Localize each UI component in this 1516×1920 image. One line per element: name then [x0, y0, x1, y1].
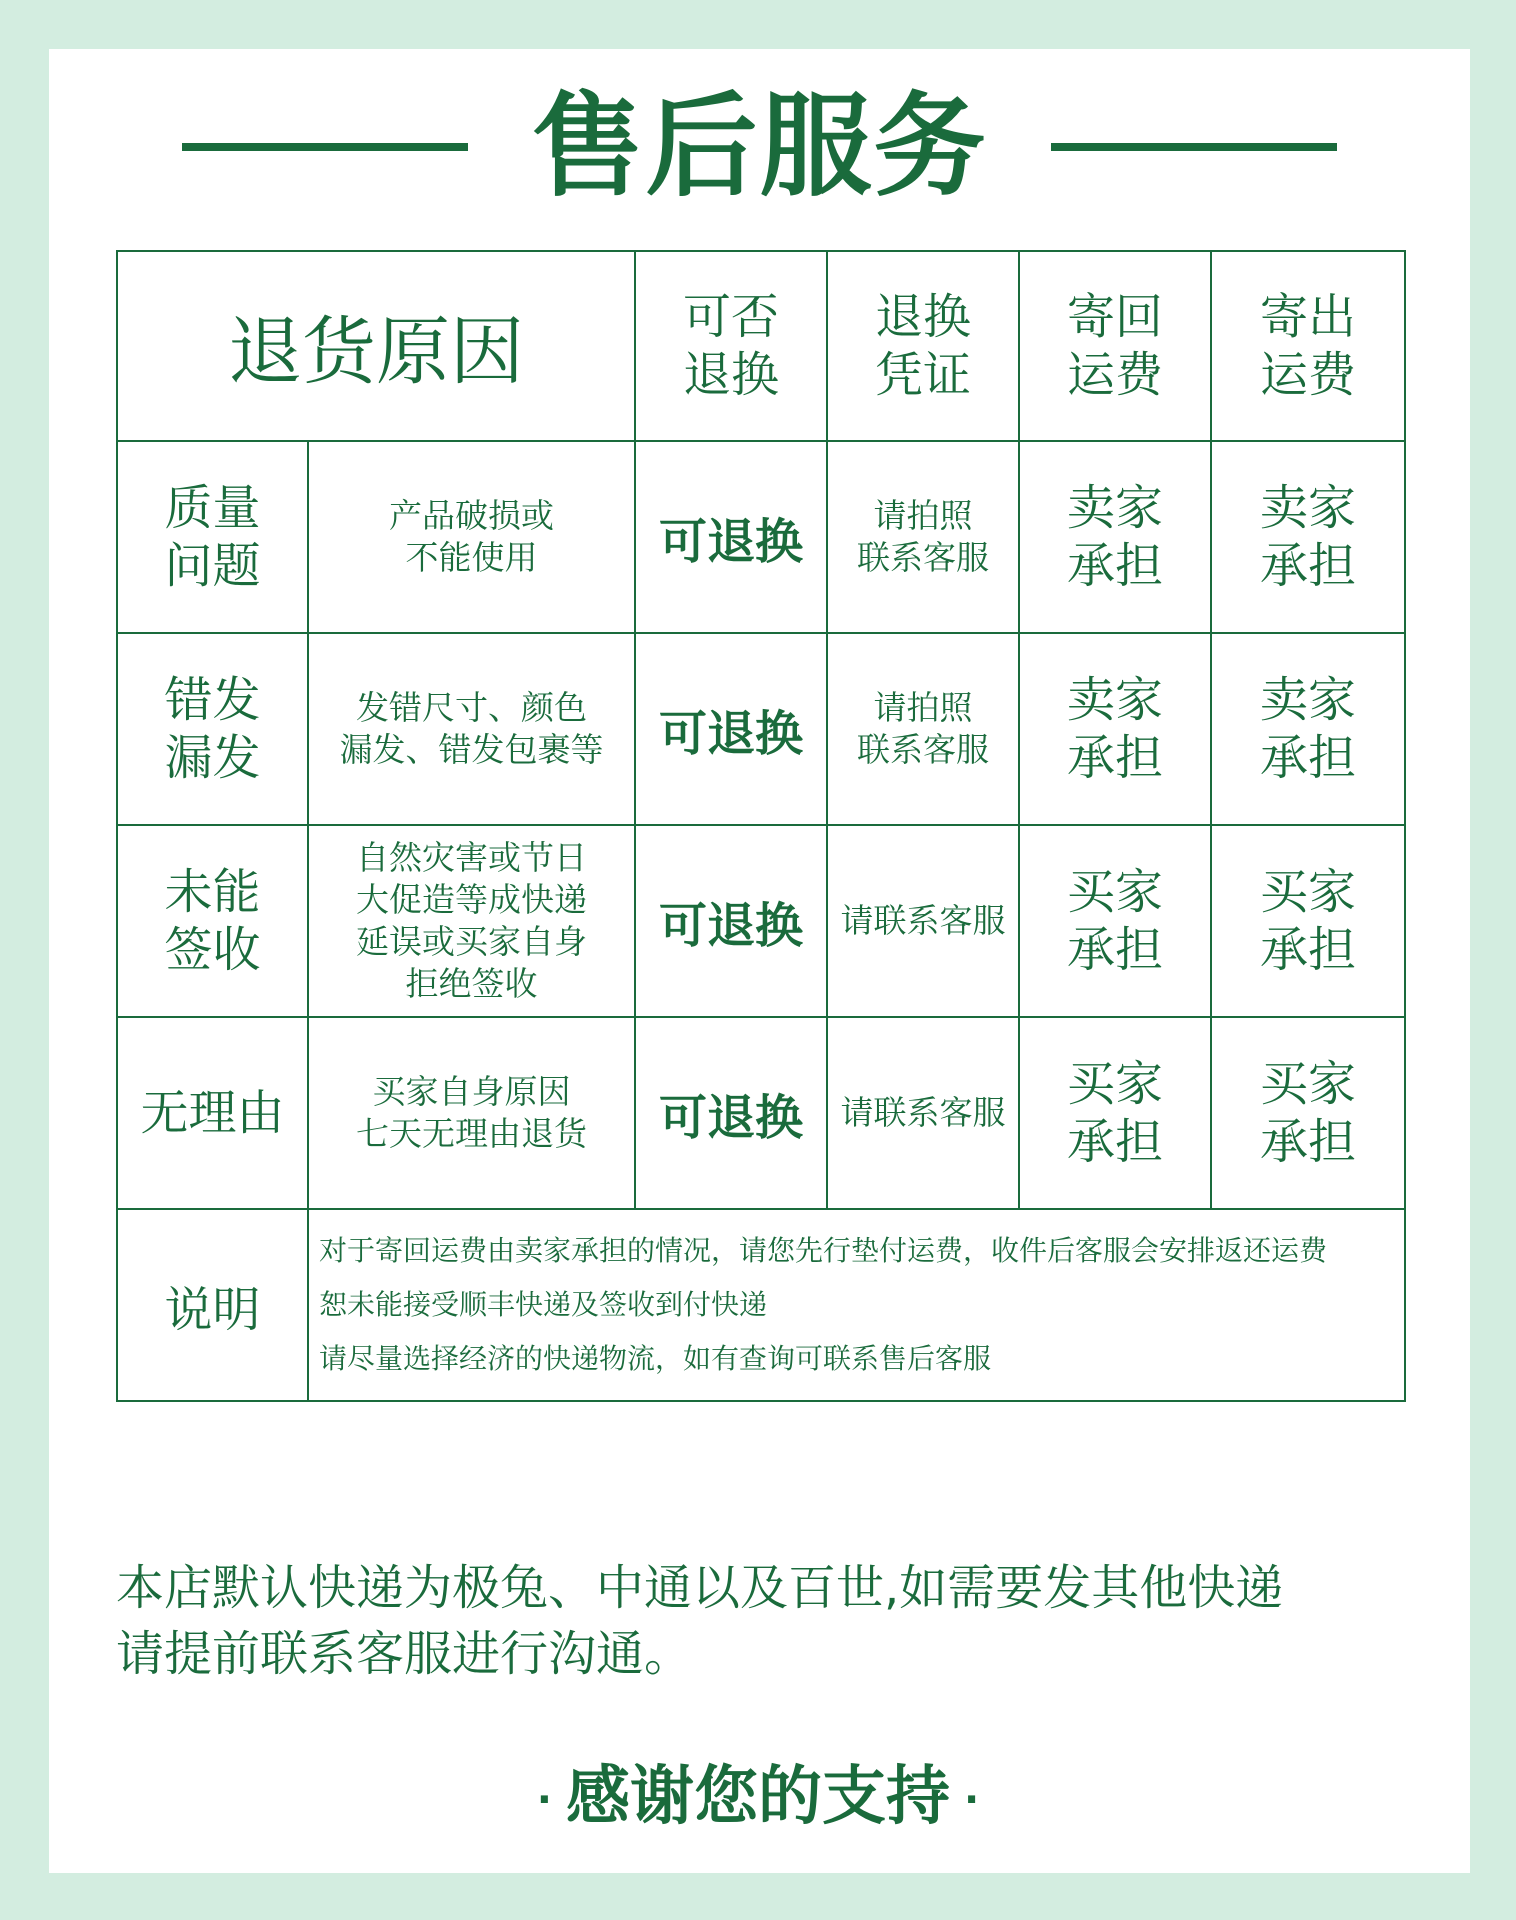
- header-line: 寄出: [1259, 289, 1356, 345]
- thanks-text: 感谢您的支持: [566, 1760, 950, 1834]
- header-line: 可否: [682, 289, 779, 345]
- fee-line: 买家: [1066, 1056, 1163, 1112]
- page-title: 售后服务: [531, 82, 988, 212]
- description-cell: [308, 825, 635, 1017]
- note-body: [308, 1209, 1405, 1401]
- shipping-note: [116, 1555, 1416, 1687]
- header-returnable: [635, 251, 827, 441]
- thanks-banner: [458, 1752, 1058, 1842]
- description-line: 七天无理由退货: [356, 1114, 587, 1153]
- note-line: 恕未能接受顺丰快递及签收到付快递: [319, 1288, 768, 1321]
- proof-cell: [827, 633, 1019, 825]
- reason-cell: [117, 825, 308, 1017]
- note-line: 对于寄回运费由卖家承担的情况，请您先行垫付运费，收件后客服会安排返还运费: [319, 1234, 1328, 1267]
- proof-cell: [827, 441, 1019, 633]
- fee-line: 承担: [1066, 730, 1163, 786]
- reason-line: 无理由: [140, 1085, 285, 1141]
- fee-line: 承担: [1066, 1114, 1163, 1170]
- bullet-dot-icon: ·: [536, 1777, 552, 1824]
- fee-line: 买家: [1259, 864, 1356, 920]
- send-fee-cell: [1211, 633, 1405, 825]
- proof-cell: [827, 825, 1019, 1017]
- header-proof: [827, 251, 1019, 441]
- fee-line: 卖家: [1259, 672, 1356, 728]
- proof-line: 请联系客服: [840, 1093, 1006, 1132]
- table-row: [117, 441, 1405, 633]
- header-return-fee: [1019, 251, 1211, 441]
- fee-line: 卖家: [1066, 672, 1163, 728]
- returnable-cell: 可退换: [635, 441, 827, 633]
- reason-cell: [117, 633, 308, 825]
- reason-line: 签收: [164, 922, 261, 978]
- returnable-cell: 可退换: [635, 1017, 827, 1209]
- description-line: 自然灾害或节日: [356, 838, 587, 877]
- shipping-note-line: 请提前联系客服进行沟通。: [116, 1626, 693, 1682]
- header-line: 运费: [1066, 347, 1163, 403]
- returnable-cell: 可退换: [635, 825, 827, 1017]
- return-fee-cell: [1019, 825, 1211, 1017]
- reason-line: 漏发: [164, 730, 261, 786]
- header-line: 退换: [874, 289, 971, 345]
- reason-cell: [117, 1017, 308, 1209]
- fee-line: 承担: [1066, 538, 1163, 594]
- proof-line: 请联系客服: [840, 901, 1006, 940]
- reason-line: 质量: [164, 480, 261, 536]
- proof-line: 请拍照: [873, 688, 973, 727]
- return-fee-cell: [1019, 441, 1211, 633]
- header-line: 运费: [1259, 347, 1356, 403]
- description-line: 买家自身原因: [372, 1072, 571, 1111]
- shipping-note-line: 本店默认快递为极兔、中通以及百世,如需要发其他快递: [116, 1560, 1284, 1616]
- reason-line: 未能: [164, 864, 261, 920]
- fee-line: 卖家: [1066, 480, 1163, 536]
- header-line: 寄回: [1066, 289, 1163, 345]
- header-send-fee: [1211, 251, 1405, 441]
- table-row: [117, 1017, 1405, 1209]
- return-fee-cell: [1019, 1017, 1211, 1209]
- description-line: 漏发、错发包裹等: [339, 730, 604, 769]
- fee-line: 承担: [1259, 922, 1356, 978]
- table-row: [117, 633, 1405, 825]
- proof-line: 联系客服: [857, 730, 989, 769]
- fee-line: 承担: [1259, 538, 1356, 594]
- fee-line: 承担: [1259, 730, 1356, 786]
- note-row: [117, 1209, 1405, 1401]
- description-line: 大促造等成快递: [356, 880, 587, 919]
- fee-line: 买家: [1066, 864, 1163, 920]
- note-label: 说明: [117, 1209, 308, 1401]
- reason-cell: [117, 441, 308, 633]
- fee-line: 承担: [1066, 922, 1163, 978]
- header-line: 凭证: [874, 347, 971, 403]
- description-line: 延误或买家自身: [356, 922, 587, 961]
- send-fee-cell: [1211, 1017, 1405, 1209]
- description-line: 拒绝签收: [405, 964, 538, 1003]
- fee-line: 卖家: [1259, 480, 1356, 536]
- fee-line: 承担: [1259, 1114, 1356, 1170]
- description-cell: [308, 633, 635, 825]
- proof-line: 请拍照: [873, 496, 973, 535]
- send-fee-cell: [1211, 441, 1405, 633]
- table-header-row: [117, 251, 1405, 441]
- title-rule-right: [1051, 143, 1337, 151]
- send-fee-cell: [1211, 825, 1405, 1017]
- header-line: 退换: [682, 347, 779, 403]
- description-line: 产品破损或: [389, 496, 554, 535]
- proof-cell: [827, 1017, 1019, 1209]
- header-reason: 退货原因: [117, 251, 635, 441]
- table-row: [117, 825, 1405, 1017]
- description-line: 发错尺寸、颜色: [356, 688, 587, 727]
- return-fee-cell: [1019, 633, 1211, 825]
- note-line: 请尽量选择经济的快递物流，如有查询可联系售后客服: [319, 1342, 992, 1375]
- returnable-cell: 可退换: [635, 633, 827, 825]
- after-sales-table: [116, 250, 1406, 1402]
- proof-line: 联系客服: [857, 538, 989, 577]
- description-cell: [308, 1017, 635, 1209]
- title-rule-left: [182, 143, 468, 151]
- reason-line: 问题: [164, 538, 261, 594]
- fee-line: 买家: [1259, 1056, 1356, 1112]
- reason-line: 错发: [164, 672, 261, 728]
- description-cell: [308, 441, 635, 633]
- description-line: 不能使用: [405, 538, 538, 577]
- bullet-dot-icon: ·: [964, 1777, 980, 1824]
